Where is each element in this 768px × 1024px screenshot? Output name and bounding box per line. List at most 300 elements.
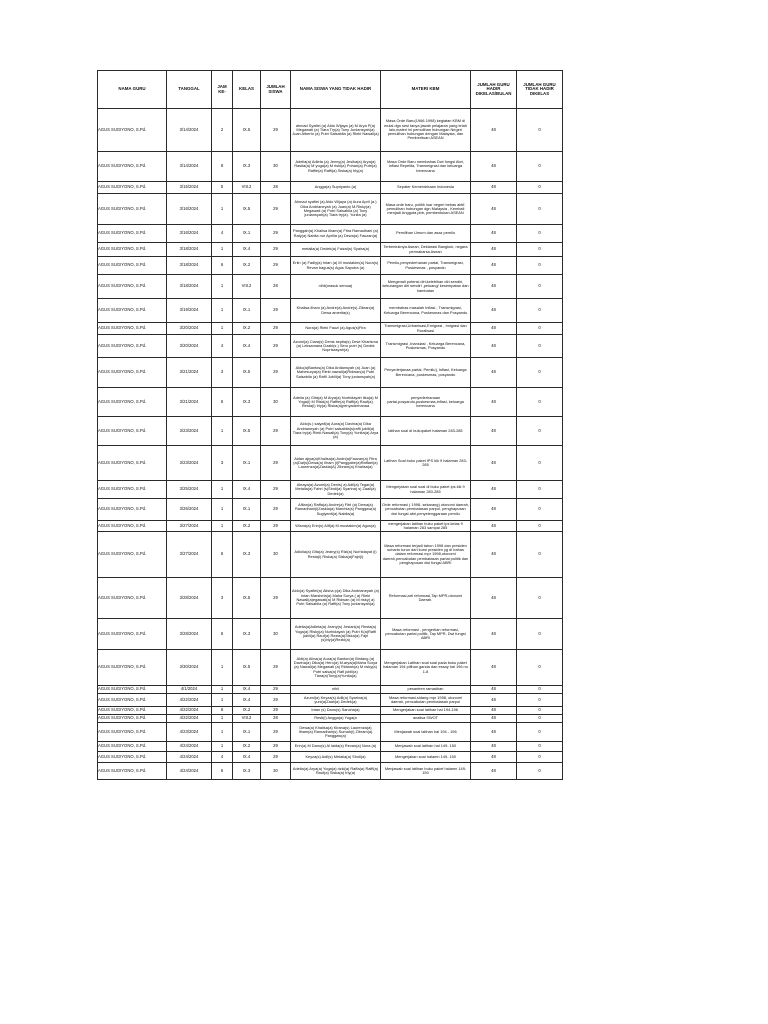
- table-cell: 4/24/2024: [167, 742, 212, 752]
- table-cell: VIII.2: [233, 715, 261, 723]
- table-cell: 0: [517, 521, 563, 532]
- table-cell: 3/23/2024: [167, 446, 212, 481]
- table-cell: IX.1: [233, 446, 261, 481]
- table-cell: Sepater Kemerdekaan Indonesia: [381, 182, 471, 194]
- table-cell: 6: [212, 257, 233, 275]
- table-cell: 48: [471, 299, 517, 323]
- table-cell: 0: [517, 578, 563, 619]
- table-cell: 29: [261, 225, 291, 243]
- table-cell: 0: [517, 243, 563, 257]
- table-cell: 48: [471, 257, 517, 275]
- table-cell: 48: [471, 578, 517, 619]
- table-cell: Azumi(a) Ciara(s) Denis septia(s) Dewi Kharisma (a) Leksamana Dzaki(s.) Seru putri (s) Dedek Noprisasyah(a): [291, 335, 381, 358]
- table-cell: IX.1: [233, 499, 261, 521]
- table-cell: 29: [261, 323, 291, 335]
- table-cell: 1: [212, 499, 233, 521]
- table-cell: AGUS SUGIYONO, S.Pd.: [98, 182, 167, 194]
- table-cell: 29: [261, 499, 291, 521]
- table-cell: 29: [261, 481, 291, 499]
- table-cell: Orde reformasi ( 1998- sekarang) otonomi daerah, pencabutan pembatasan parpol, penghapusan dwi fungsi abri,penyelenggaraan pemilu: [381, 499, 471, 521]
- table-cell: 3/18/2024: [167, 275, 212, 299]
- table-cell: IX.3: [233, 619, 261, 650]
- table-cell: 48: [471, 532, 517, 578]
- table-row: [98, 578, 563, 619]
- table-cell: IX.4: [233, 686, 261, 694]
- table-row: [98, 335, 563, 358]
- table-cell: 29: [261, 257, 291, 275]
- header-cell: JUMLAH GURU TIDAK HADIR DIKELAS: [517, 71, 563, 109]
- table-row: [98, 686, 563, 694]
- table-cell: 0: [517, 388, 563, 417]
- table-cell: 29: [261, 335, 291, 358]
- table-cell: 0: [517, 723, 563, 742]
- table-cell: Adelia(a) Adleta (a) Jenny(a) Jesika(a) Arya(a) Rasita(a) M yoga(a) M riski(a) Pohan(a) Putri(a) Raffie(a) Raffi(a) Siska(a) Irly(a): [291, 152, 381, 182]
- table-cell: 1: [212, 521, 233, 532]
- table-cell: VIII.2: [233, 275, 261, 299]
- table-cell: IX.5: [233, 194, 261, 225]
- table-cell: metalia(a) Dedek(a) Faizal(s) Syaira(a): [291, 243, 381, 257]
- table-cell: 48: [471, 323, 517, 335]
- table-cell: 3/14/2024: [167, 152, 212, 182]
- table-cell: 1: [212, 417, 233, 446]
- table-cell: AGUS SUGIYONO, S.Pd.: [98, 388, 167, 417]
- table-cell: Resti(i) Angga(a) Yoga(a: [291, 715, 381, 723]
- table-cell: 3/20/2024: [167, 335, 212, 358]
- table-cell: 3/15/2024: [167, 182, 212, 194]
- table-cell: 30: [261, 532, 291, 578]
- table-cell: 6: [212, 707, 233, 715]
- header-cell: JUMLAH SISWA: [261, 71, 291, 109]
- table-cell: 48: [471, 243, 517, 257]
- table-cell: Aldo(a) Syafiei(a) Alisha p(a) Dika Andrianeyah (a) Intan Marshela(a) Maha Surya ( a) Rieki Nawali(a)egawati(a) M Ridwan (a) M risky( a) Putri Salsabila (a) Raffi(a) Tony juniansyah(a): [291, 578, 381, 619]
- table-cell: 48: [471, 694, 517, 707]
- table-cell: 1: [212, 194, 233, 225]
- table-cell: Adelia(a)Adleta(a) Jeany(s) Jesiani(a) Resta(a) Yoga(a) Risky(a) Nurhidayah (a) Putri K(a)Raffi jubili(a) Rauf(a) Rezia(a)Siska(a) Fajri (s)Iriy(a)Rezki(a): [291, 619, 381, 650]
- table-cell: AGUS SUGIYONO, S.Pd.: [98, 499, 167, 521]
- table-cell: AGUS SUGIYONO, S.Pd.: [98, 715, 167, 723]
- table-cell: pesantren ramadhan: [381, 686, 471, 694]
- table-row: [98, 358, 563, 388]
- table-cell: Transmigrasi ,Inansiasi , Keluarga Berencana, Puskesmas, Posyandu: [381, 335, 471, 358]
- table-cell: 4/22/2024: [167, 694, 212, 707]
- table-cell: AGUS SUGIYONO, S.Pd.: [98, 532, 167, 578]
- table-cell: 3/19/2024: [167, 299, 212, 323]
- table-cell: 48: [471, 481, 517, 499]
- table-cell: Mengerjakan Latihan soal soal pada buku paket halaman 194 pilihan ganda dan essay hal 196 no 1-8: [381, 650, 471, 686]
- table-cell: 4: [212, 335, 233, 358]
- table-cell: Menjawab soal latihan buku paket halamn 149-150: [381, 763, 471, 780]
- table-cell: 0: [517, 417, 563, 446]
- table-cell: 29: [261, 521, 291, 532]
- table-cell: 29: [261, 723, 291, 742]
- table-cell: Aldo(s.) saiyafi(a) Aura(a) Davina(a) Dika Andrianeyah (a) Putri salsabila(s)raffi jubili(a) Tiara try(a) Rieki Nawali(a) Tony(a) Yunita(a) Arya (a): [291, 417, 381, 446]
- table-cell: 0: [517, 182, 563, 194]
- table-row: [98, 152, 563, 182]
- table-row: [98, 499, 563, 521]
- header-cell: TANGGAL: [167, 71, 212, 109]
- table-cell: 4: [212, 752, 233, 763]
- table-cell: 4/22/2024: [167, 715, 212, 723]
- table-cell: 6: [212, 388, 233, 417]
- table-row: [98, 752, 563, 763]
- table-cell: 29: [261, 243, 291, 257]
- table-cell: 3/27/2024: [167, 521, 212, 532]
- table-row: [98, 194, 563, 225]
- table-cell: AGUS SUGIYONO, S.Pd.: [98, 323, 167, 335]
- table-row: [98, 532, 563, 578]
- header-cell: NAMA GURU: [98, 71, 167, 109]
- table-cell: AGUS SUGIYONO, S.Pd.: [98, 152, 167, 182]
- table-cell: 48: [471, 499, 517, 521]
- table-row: [98, 481, 563, 499]
- table-cell: 30: [261, 388, 291, 417]
- table-cell: 1: [212, 323, 233, 335]
- table-cell: 28: [261, 275, 291, 299]
- table-row: [98, 243, 563, 257]
- table-cell: 30: [261, 619, 291, 650]
- table-cell: IX.5: [233, 417, 261, 446]
- table-cell: 0: [517, 152, 563, 182]
- table-cell: 0: [517, 707, 563, 715]
- table-cell: 1: [212, 275, 233, 299]
- table-cell: Transmigrasi,Urbanisasi,Emigrasi , Imigrasi dan Ruralisasi: [381, 323, 471, 335]
- table-cell: 0: [517, 763, 563, 780]
- table-cell: 3/18/2024: [167, 257, 212, 275]
- table-row: [98, 388, 563, 417]
- table-cell: 29: [261, 650, 291, 686]
- table-cell: AGUS SUGIYONO, S.Pd.: [98, 752, 167, 763]
- table-cell: 4/1/2024: [167, 686, 212, 694]
- table-cell: Adelia (a) Gita(a) M Arya(a) Nurhidayah tika(a) M Yoga(i) M Riski(a) Raffie(a) Raffi(a) Rauf(a) Resta(i) Iriy(a) Riska(a)penyaderhanaa: [291, 388, 381, 417]
- table-cell: 4/24/2024: [167, 752, 212, 763]
- table-cell: 0: [517, 532, 563, 578]
- table-cell: membahas masalah Inflasi , Transmigrasi, Keluarga Berencana, Puskesmas dan Posyandu: [381, 299, 471, 323]
- table-cell: 0: [517, 742, 563, 752]
- table-cell: 1: [212, 723, 233, 742]
- table-cell: Latihan Soal buku paket IPS klk 9 halaman 283-285: [381, 446, 471, 481]
- table-cell: AGUS SUGIYONO, S.Pd.: [98, 194, 167, 225]
- table-row: [98, 742, 563, 752]
- table-row: [98, 323, 563, 335]
- table-cell: 1: [212, 715, 233, 723]
- table-cell: Masa orde baru, politik luar negeri bebas aktif. pemulihan hubungan dgn Malaysia , Kembali menjadi Anggota pbb, pembentukan ASEAN: [381, 194, 471, 225]
- table-cell: 1: [212, 694, 233, 707]
- table-cell: Adelia(a) Arya(a) Yoga(a) rizki(a) Raffa(a) Raffi(a) Rauf(a) Siska(a) Iriy(a): [291, 763, 381, 780]
- table-cell: 48: [471, 763, 517, 780]
- table-cell: AGUS SUGIYONO, S.Pd.: [98, 723, 167, 742]
- table-cell: 3/28/2024: [167, 619, 212, 650]
- table-cell: AGUS SUGIYONO, S.Pd.: [98, 446, 167, 481]
- table-cell: IX.4: [233, 694, 261, 707]
- table-cell: 3/16/2024: [167, 194, 212, 225]
- table-cell: Panggab(a) Khalisa ilham(a) Fitra Ramadhani (a) Raty(a) Nabila nur Aprilia (a) Dewa(a) Fauzan(a): [291, 225, 381, 243]
- table-row: [98, 225, 563, 243]
- table-cell: AGUS SUGIYONO, S.Pd.: [98, 650, 167, 686]
- table-cell: 0: [517, 257, 563, 275]
- table-cell: penyederhanaan partai,posyandu,puskesmas,inflasi, keluarga berencana: [381, 388, 471, 417]
- table-cell: 0: [517, 358, 563, 388]
- table-cell: 48: [471, 275, 517, 299]
- table-cell: 28: [261, 715, 291, 723]
- table-cell: 30: [261, 152, 291, 182]
- table-cell: 29: [261, 686, 291, 694]
- table-cell: 1: [212, 686, 233, 694]
- table-cell: 29: [261, 742, 291, 752]
- table-cell: AGUS SUGIYONO, S.Pd.: [98, 358, 167, 388]
- table-cell: Eriin (a) Fadly(a) Intan (a) M mustakim(a) Nora(s) Revan bagus(s) Agus Saputra (a): [291, 257, 381, 275]
- table-cell: 3/16/2024: [167, 225, 212, 243]
- table-cell: Aldi(a) Alina(a) Aura(a) Banton(a) Bintang (a) Davina(a) Dika(a) Hero(a) M.arya(a)Maha Surya (a) Nawali(a) Megawati (a) Ridwan(a) M risky(a) Putri salsa(a) Rafi jubili(a) Tiara(a)Tony(a)Yunita(a): [291, 650, 381, 686]
- attendance-sheet: [97, 70, 562, 780]
- table-row: [98, 619, 563, 650]
- table-cell: 48: [471, 358, 517, 388]
- table-cell: 30: [261, 763, 291, 780]
- table-cell: 3/18/2024: [167, 243, 212, 257]
- table-cell: 0: [517, 715, 563, 723]
- table-cell: IX.2: [233, 521, 261, 532]
- table-cell: 48: [471, 335, 517, 358]
- table-cell: Reformasi,arti reformasi,Tap MPR,otonomi Daerah.: [381, 578, 471, 619]
- table-cell: 1: [212, 299, 233, 323]
- table-cell: 3/21/2024: [167, 358, 212, 388]
- table-cell: 0: [517, 109, 563, 152]
- table-cell: 29: [261, 707, 291, 715]
- attendance-table: [97, 70, 563, 780]
- table-cell: IX.2: [233, 742, 261, 752]
- table-cell: 0: [517, 481, 563, 499]
- table-cell: Mengerjakan soal latihan hal 194-196: [381, 707, 471, 715]
- table-cell: Aldan ajiya(a)Khalisa(a) Andri(a)Fauzan(a) Fitra (a)Dai(s)Dewa(a) Ilham (i)Panggabe(a)Raffael(a) Laurenza(a)Zaskia(A) Zibram(a) Khalisa(a): [291, 446, 381, 481]
- table-cell: IX.1: [233, 299, 261, 323]
- table-row: [98, 275, 563, 299]
- table-cell: AGUS SUGIYONO, S.Pd.: [98, 742, 167, 752]
- table-cell: 48: [471, 752, 517, 763]
- table-cell: 48: [471, 742, 517, 752]
- table-cell: Ahmad syafiei (a) Aldo Wijaya (a) Aura April (a.) Dika Andrianeyah (a) Juan(a) M.Risky(a) Megawati (a) Putri Salsabila (a) Tony juniansyah(a) Tiara try(a). Yunita (a): [291, 194, 381, 225]
- table-cell: AGUS SUGIYONO, S.Pd.: [98, 707, 167, 715]
- table-cell: IX.5: [233, 578, 261, 619]
- table-cell: Erin(a) M Danu(s) Al lalda(s) Revan(a) Nora (a): [291, 742, 381, 752]
- table-cell: 29: [261, 194, 291, 225]
- table-cell: 29: [261, 109, 291, 152]
- table-cell: 0: [517, 335, 563, 358]
- header-cell: NAMA SISWA YANG TIDAK HADIR: [291, 71, 381, 109]
- table-cell: 0: [517, 275, 563, 299]
- table-cell: Nora(a) Rieki Fauzi (a) Agus(s)Fira: [291, 323, 381, 335]
- header-cell: JUMLAH GURU HADIR DIKELAS/BULAN: [471, 71, 517, 109]
- table-cell: 0: [517, 299, 563, 323]
- table-cell: AGUS SUGIYONO, S.Pd.: [98, 694, 167, 707]
- table-cell: ahmad Syafiei (a) Aldo Wijaya (a) M Arya P(a) Megawati (a) Tiara Try(a) Tony Juniansyah(a) Juan Alberto (a) Putri Salsabila (a) Rieki Nawali(a): [291, 109, 381, 152]
- table-cell: 48: [471, 152, 517, 182]
- table-cell: Penyederjanaa partai, Pemilu], Inflasi, Keluarga Berencana, puskesmas, posyandu: [381, 358, 471, 388]
- table-cell: Wisna(a) Erin(s) Alif(a) M.mustakim(a) Agus(a): [291, 521, 381, 532]
- table-cell: 48: [471, 707, 517, 715]
- table-cell: 6: [212, 763, 233, 780]
- table-cell: 4: [212, 225, 233, 243]
- table-cell: 3: [212, 358, 233, 388]
- table-cell: AGUS SUGIYONO, S.Pd.: [98, 275, 167, 299]
- table-cell: 29: [261, 752, 291, 763]
- table-cell: 29: [261, 299, 291, 323]
- table-cell: AGUS SUGIYONO, S.Pd.: [98, 243, 167, 257]
- table-cell: IX.3: [233, 532, 261, 578]
- table-cell: 3/25/2024: [167, 481, 212, 499]
- table-cell: 48: [471, 619, 517, 650]
- table-cell: AGUS SUGIYONO, S.Pd.: [98, 257, 167, 275]
- table-cell: 3/21/2024: [167, 388, 212, 417]
- table-row: [98, 715, 563, 723]
- table-cell: IX.4: [233, 335, 261, 358]
- table-cell: IX.2: [233, 323, 261, 335]
- table-cell: 3/20/2024: [167, 323, 212, 335]
- table-cell: 3/30/2024: [167, 650, 212, 686]
- table-cell: 48: [471, 446, 517, 481]
- table-cell: Mengerjakan soal halamn 149- 150: [381, 752, 471, 763]
- table-cell: 0: [517, 619, 563, 650]
- table-cell: IX.5: [233, 109, 261, 152]
- table-cell: Mengenali potensi diri,kelebihan diri sendiri, kekurangan diri sendiri ,peluang/ kesempatan dan hambatan: [381, 275, 471, 299]
- table-cell: Alfian(a) Raffa(a) Andre(a) Fitri (a) Dewa(a) Ramadhani(i)Zaskia(a) Marchia(s) Panggaw(a) Sugiyanti(a) Nabila(a): [291, 499, 381, 521]
- table-cell: Aleaya(a) Azumi(a) Denis( a) Adil(a) Tegar(a) Metalia(a) Fahri (s)Sindi(a) Syarina( s) Zaali(a) Dedek(a): [291, 481, 381, 499]
- table-cell: 1: [212, 742, 233, 752]
- table-cell: Masa reformasi terjadi tahun 1998 dan presiden suharto turun dari kursi presiden yg di bahas dalam reformasi mpr 1998,otonomi daerah,pencabutan pembatasan partai politik dan penghapusan dwi fungsi ABRI: [381, 532, 471, 578]
- table-cell: Keyza(s) Adil(s) Metalia(a) Sindi(a): [291, 752, 381, 763]
- table-row: [98, 521, 563, 532]
- table-cell: AGUS SUGIYONO, S.Pd.: [98, 299, 167, 323]
- table-cell: AGUS SUGIYONO, S.Pd.: [98, 619, 167, 650]
- table-cell: 29: [261, 417, 291, 446]
- table-cell: 48: [471, 417, 517, 446]
- table-cell: Azumi(a) Keyza(s) Adil(a) Syarina(a) yuni(a)Zaali(a) Dedek(a): [291, 694, 381, 707]
- table-cell: Mengerjakan soal soal di buku paket ips klk 9 halaman 283-285: [381, 481, 471, 499]
- table-cell: 3/26/2024: [167, 499, 212, 521]
- table-cell: 48: [471, 715, 517, 723]
- table-cell: 4/22/2024: [167, 707, 212, 715]
- table-row: [98, 299, 563, 323]
- table-cell: Angga(a) Supriyanto (a): [291, 182, 381, 194]
- table-cell: 5: [212, 182, 233, 194]
- table-cell: 48: [471, 225, 517, 243]
- table-cell: IX.3: [233, 763, 261, 780]
- table-cell: 1: [212, 650, 233, 686]
- table-row: [98, 446, 563, 481]
- table-cell: IX.4: [233, 752, 261, 763]
- table-cell: 0: [517, 686, 563, 694]
- table-cell: 28: [261, 182, 291, 194]
- table-cell: nihil(masuk semua): [291, 275, 381, 299]
- table-cell: 48: [471, 521, 517, 532]
- table-cell: IX.3: [233, 388, 261, 417]
- table-cell: Terbentuknya Asean, Deklarasi Bangkok, negara pemrakarsa Asean: [381, 243, 471, 257]
- header-cell: JAM KE-: [212, 71, 233, 109]
- table-cell: 0: [517, 446, 563, 481]
- table-cell: IX.5: [233, 650, 261, 686]
- table-cell: Pemilu,penyederhanan partai, Transmigrasi, Puskesmas , posyandu: [381, 257, 471, 275]
- table-cell: 29: [261, 358, 291, 388]
- table-cell: Menjawab soal latihan hal 194 - 196: [381, 723, 471, 742]
- table-cell: 0: [517, 225, 563, 243]
- header-cell: KELAS: [233, 71, 261, 109]
- table-cell: IX.5: [233, 358, 261, 388]
- table-cell: 48: [471, 723, 517, 742]
- table-row: [98, 707, 563, 715]
- table-cell: 6: [212, 532, 233, 578]
- table-cell: 0: [517, 499, 563, 521]
- table-cell: 6: [212, 619, 233, 650]
- table-cell: 6: [212, 152, 233, 182]
- table-cell: AGUS SUGIYONO, S.Pd.: [98, 686, 167, 694]
- table-cell: 29: [261, 446, 291, 481]
- table-cell: AGUS SUGIYONO, S.Pd.: [98, 481, 167, 499]
- table-cell: IX.1: [233, 225, 261, 243]
- table-cell: 48: [471, 388, 517, 417]
- table-cell: 48: [471, 686, 517, 694]
- table-cell: 3/23/2024: [167, 417, 212, 446]
- table-cell: 0: [517, 694, 563, 707]
- table-cell: Menjawab soal latihan hal 149- 150: [381, 742, 471, 752]
- table-row: [98, 109, 563, 152]
- table-row: [98, 257, 563, 275]
- table-row: [98, 650, 563, 686]
- table-cell: IX.3: [233, 152, 261, 182]
- table-cell: 0: [517, 752, 563, 763]
- header-cell: MATERI KBM: [381, 71, 471, 109]
- table-cell: Dewa(a) Khalisa(a) Kirana(s) Laurenza(a) Ilham(a) Ramadhan(s) Sumah(i) Zibram(a) Panggaw(a): [291, 723, 381, 742]
- table-cell: IX.4: [233, 243, 261, 257]
- table-cell: AGUS SUGIYONO, S.Pd.: [98, 335, 167, 358]
- table-cell: 48: [471, 194, 517, 225]
- table-cell: Pemilihan Umum dan asaz pemilu: [381, 225, 471, 243]
- table-cell: IX.2: [233, 707, 261, 715]
- table-cell: analisa SWOT: [381, 715, 471, 723]
- table-cell: Masa Orde Baru membahas Dwi fungsi Abri, inflasi Repelita, Transmigrasi dan keluarga berencana: [381, 152, 471, 182]
- table-cell: 1: [212, 481, 233, 499]
- table-cell: Intan (s) Danu(s) Sancha(a): [291, 707, 381, 715]
- table-cell: AGUS SUGIYONO, S.Pd.: [98, 521, 167, 532]
- table-cell: 2: [212, 109, 233, 152]
- table-row: [98, 182, 563, 194]
- table-cell: mengerjakan latihan buku paket ips kelas 9 halaman 283 sampai 285: [381, 521, 471, 532]
- header-row: [98, 71, 563, 109]
- table-cell: AGUS SUGIYONO, S.Pd.: [98, 225, 167, 243]
- table-cell: 1: [212, 243, 233, 257]
- table-cell: 3: [212, 446, 233, 481]
- table-cell: VIII.2: [233, 182, 261, 194]
- table-cell: IX.1: [233, 723, 261, 742]
- table-cell: 0: [517, 650, 563, 686]
- table-cell: 3: [212, 578, 233, 619]
- table-cell: 0: [517, 194, 563, 225]
- table-cell: Adiolia(a) Gita(a) Jeany(s) Rizi(a) Nurhidayat (i) Resta(i) Riska(a) Siska(a)Fajri(i): [291, 532, 381, 578]
- table-cell: Masa Orde Baru(1966-1998) kegiatan KBM di mulai dgn sesi tanya jawab pelajaran yang telah lalu,materi ini pemulihan hubungan Negeri pemulihan hubungan dengan Malaysia, dan Pemberituan ASEAN: [381, 109, 471, 152]
- table-cell: 29: [261, 578, 291, 619]
- table-cell: Masa reformasi , pengertian reformasi, pencabutan partai politik, Tap MPR, Dwi fungsi ABRI: [381, 619, 471, 650]
- table-row: [98, 763, 563, 780]
- table-cell: 48: [471, 182, 517, 194]
- table-cell: nihil: [291, 686, 381, 694]
- table-row: [98, 417, 563, 446]
- table-cell: AGUS SUGIYONO, S.Pd.: [98, 763, 167, 780]
- table-cell: IX.4: [233, 481, 261, 499]
- table-cell: 4/24/2024: [167, 763, 212, 780]
- table-cell: 48: [471, 109, 517, 152]
- table-cell: AGUS SUGIYONO, S.Pd.: [98, 109, 167, 152]
- table-cell: IX.2: [233, 257, 261, 275]
- table-cell: 48: [471, 650, 517, 686]
- table-cell: AGUS SUGIYONO, S.Pd.: [98, 417, 167, 446]
- table-cell: Masa reformasi,sidang mpr 1998, otonomi daerah, pencabutan pembatasan parpol: [381, 694, 471, 707]
